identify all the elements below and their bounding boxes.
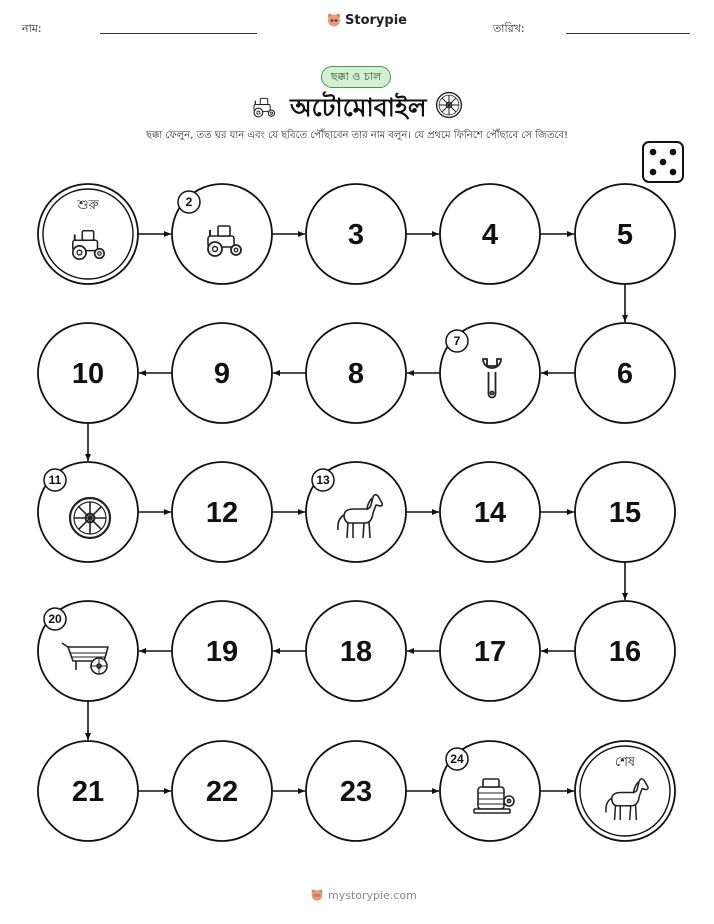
cell-number: 2 — [185, 195, 193, 209]
cell-number: 6 — [616, 358, 634, 390]
cell-number: 14 — [473, 497, 507, 529]
cell-number: 15 — [608, 497, 642, 529]
board-cell-19 — [172, 601, 272, 701]
board-cell-21 — [38, 741, 138, 841]
board-cell-4 — [440, 184, 540, 284]
board-cell-16 — [575, 601, 675, 701]
board-cell-13 — [306, 462, 406, 562]
title-tractor-icon — [254, 98, 274, 117]
board-cell-14 — [440, 462, 540, 562]
cell-number: 5 — [616, 219, 634, 251]
cell-number: 13 — [316, 473, 330, 487]
cell-number: 16 — [608, 636, 642, 668]
footer-url[interactable]: mystorypie.com — [328, 888, 417, 902]
wheel-icon — [70, 498, 110, 538]
name-label: নাম: — [22, 22, 42, 35]
board-cell-9 — [172, 323, 272, 423]
board-cells — [38, 184, 675, 841]
board-cell-12 — [172, 462, 272, 562]
cell-number: 7 — [453, 334, 461, 348]
board-cell-22 — [172, 741, 272, 841]
game-type-badge: ছক্কা ও চাল — [321, 66, 391, 88]
dice-icon — [643, 142, 683, 182]
board-cell-7 — [440, 323, 540, 423]
cell-number: 3 — [347, 219, 365, 251]
cell-number: 8 — [347, 358, 365, 390]
cell-number: 4 — [481, 219, 499, 251]
cell-number: 24 — [450, 752, 464, 766]
cell-number: 11 — [48, 473, 62, 487]
board-cell-10 — [38, 323, 138, 423]
cell-number: 21 — [71, 776, 105, 808]
board-cell-11 — [38, 462, 138, 562]
cell-number: 18 — [339, 636, 373, 668]
footer-mascot-icon — [310, 888, 324, 902]
board-cell-18 — [306, 601, 406, 701]
board-cell-2 — [172, 184, 272, 284]
brand-name: Storypie — [345, 12, 407, 28]
cell-number: 9 — [213, 358, 231, 390]
board-cell-3 — [306, 184, 406, 284]
board-cell-25 — [575, 741, 675, 841]
start-label: শুরু — [77, 198, 99, 213]
board-cell-1 — [38, 184, 138, 284]
title-wheel-icon — [437, 93, 462, 118]
board-cell-23 — [306, 741, 406, 841]
cell-number: 20 — [48, 612, 62, 626]
end-label: শেষ — [614, 755, 636, 770]
footer — [310, 888, 417, 902]
date-label: তারিখ: — [493, 22, 525, 35]
cell-number: 22 — [205, 776, 239, 808]
cell-number: 19 — [205, 636, 239, 668]
board-cell-5 — [575, 184, 675, 284]
board-cell-6 — [575, 323, 675, 423]
cell-number: 23 — [339, 776, 373, 808]
cell-number: 12 — [205, 497, 239, 529]
board-cell-24 — [440, 741, 540, 841]
page-title: অটোমোবাইল — [290, 93, 427, 122]
cell-number: 17 — [473, 636, 507, 668]
instructions: ছক্কা ফেলুন, তত ঘর যান এবং যে ছবিতে পৌঁছাবেন তার নাম বলুন। যে প্রথমে ফিনিশে পৌঁছাবে সে জিতবে! — [145, 130, 569, 141]
board-cell-15 — [575, 462, 675, 562]
cell-number: 10 — [71, 358, 105, 390]
board-cell-8 — [306, 323, 406, 423]
board-cell-20 — [38, 601, 138, 701]
board-cell-17 — [440, 601, 540, 701]
